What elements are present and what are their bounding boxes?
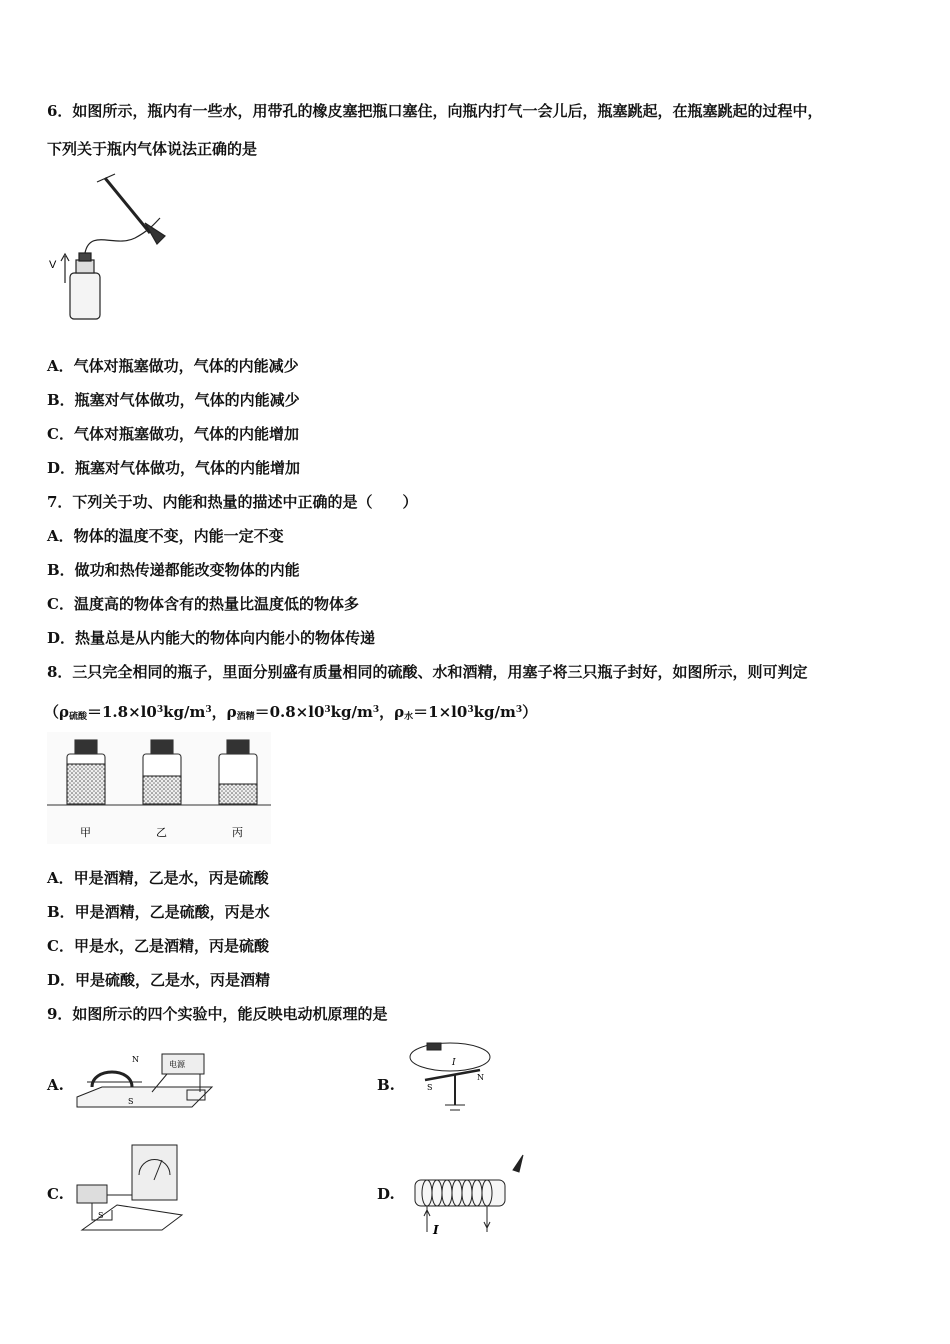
fig-d-i-label: I [433, 1223, 439, 1237]
fig-a-s-label: S [128, 1097, 134, 1106]
bottle-label-jia: 甲 [80, 826, 91, 839]
q8-stem-line1: 8．三只完全相同的瓶子，里面分别盛有质量相同的硫酸、水和酒精，用塞子将三只瓶子封好，如图所示，则可判定 [47, 663, 808, 681]
q7-stem: 7．下列关于功、内能和热量的描述中正确的是（ ） [47, 493, 418, 511]
q8-three-bottles-figure [47, 732, 271, 844]
q9-option-d-label: D. [377, 1185, 395, 1203]
fig-b-n-label: N [477, 1073, 484, 1082]
q8-option-a: A．甲是酒精，乙是水，丙是硫酸 [47, 869, 269, 887]
q6-option-a: A．气体对瓶塞做功，气体的内能减少 [47, 357, 299, 375]
q9-option-b-label: B. [377, 1076, 395, 1094]
fig-b-s-label: S [427, 1083, 433, 1092]
q8-option-c: C．甲是水，乙是酒精，丙是硫酸 [47, 937, 269, 955]
q6-option-b: B．瓶塞对气体做功，气体的内能减少 [47, 391, 300, 409]
fig-a-n-label: N [132, 1055, 139, 1064]
q7-option-b: B．做功和热传递都能改变物体的内能 [47, 561, 300, 579]
q6-option-d: D．瓶塞对气体做功，气体的内能增加 [47, 459, 301, 477]
q7-option-a: A．物体的温度不变，内能一定不变 [47, 527, 284, 545]
q9-figure-a-motor [72, 1042, 222, 1117]
q9-figure-b-oersted [405, 1035, 495, 1120]
q9-stem: 9．如图所示的四个实验中，能反映电动机原理的是 [47, 1005, 388, 1023]
q6-stem-line2: 下列关于瓶内气体说法正确的是 [47, 140, 258, 158]
power-source-label: 电源 [169, 1060, 185, 1069]
q6-bottle-pump-figure [45, 168, 175, 323]
q6-stem-line1: 6．如图所示，瓶内有一些水，用带孔的橡皮塞把瓶口塞住，向瓶内打气一会儿后，瓶塞跳起，在瓶塞跳起的过程中， [47, 102, 823, 120]
q7-option-c: C．温度高的物体含有的热量比温度低的物体多 [47, 595, 359, 613]
q9-option-a-label: A. [47, 1076, 64, 1094]
q8-density-line: （$\rho_{硫酸}=1.8\times l0^3kg/m^3$，$\rho_{酒精}=0.8\times l0^3kg/m^3$，$\rho_水=1\times l0^3kg/m^3$） [44, 703, 538, 722]
bottle-label-yi: 乙 [156, 826, 167, 839]
fig-c-s-label: S [98, 1211, 104, 1220]
q8-option-b: B．甲是酒精，乙是硫酸，丙是水 [47, 903, 270, 921]
bottle-label-bing: 丙 [232, 826, 243, 839]
q7-option-d: D．热量总是从内能大的物体向内能小的物体传递 [47, 629, 376, 647]
q9-figure-c-generator [72, 1140, 187, 1240]
q6-velocity-label: V [49, 259, 57, 271]
fig-b-i-label: I [452, 1058, 456, 1068]
q9-figure-d-solenoid [405, 1150, 535, 1240]
q6-option-c: C．气体对瓶塞做功，气体的内能增加 [47, 425, 299, 443]
q8-option-d: D．甲是硫酸，乙是水，丙是酒精 [47, 971, 271, 989]
q9-option-c-label: C. [47, 1185, 64, 1203]
